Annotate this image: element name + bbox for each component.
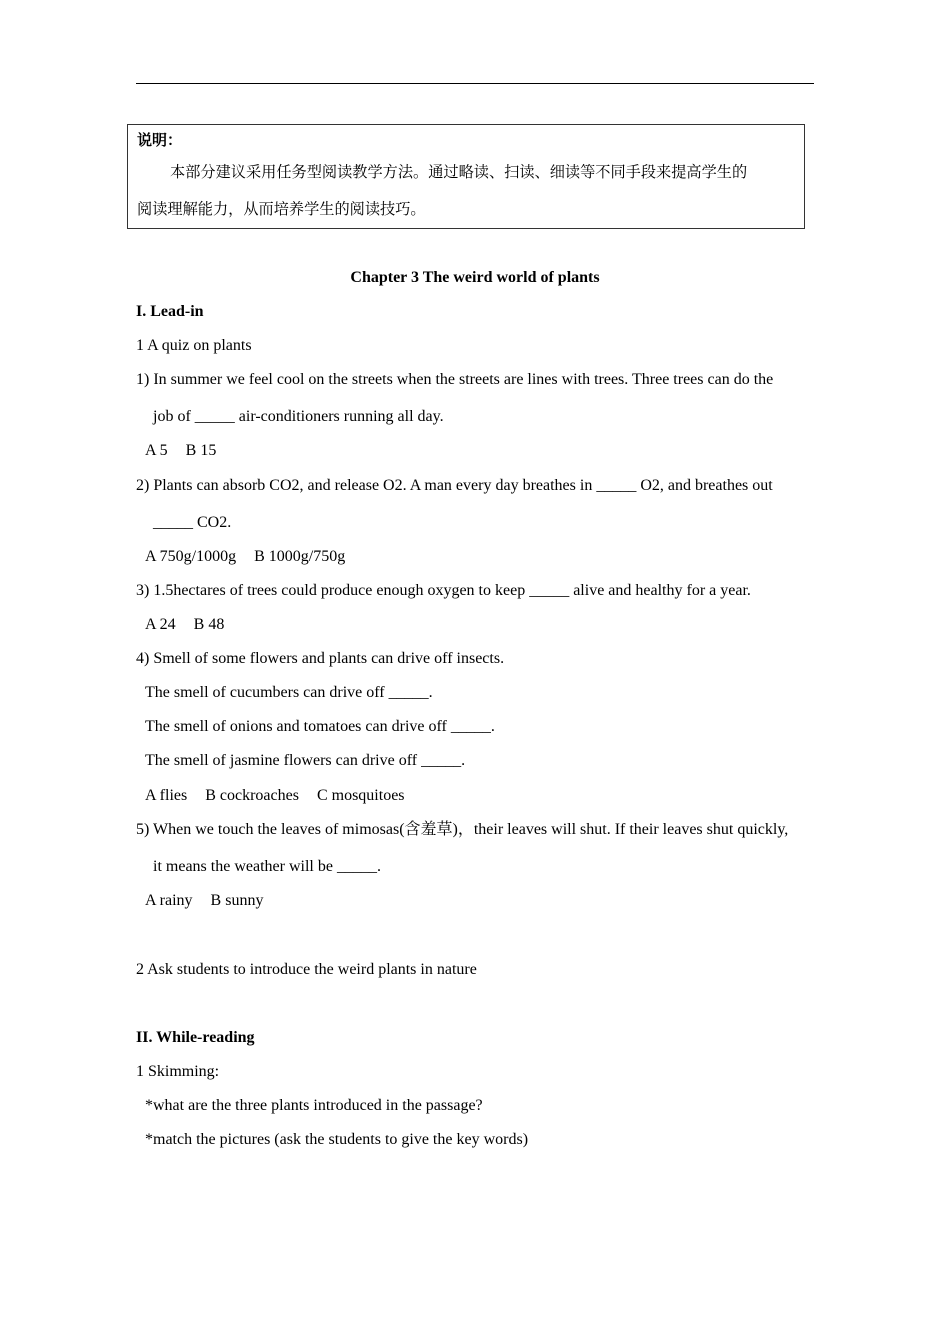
question-4-options: [145, 786, 405, 806]
note-title: 说明：: [137, 131, 183, 149]
question-4-sub-1: The smell of cucumbers can drive off _____.: [145, 684, 433, 701]
question-2-line-1: 2) Plants can absorb CO2, and release O2. A man every day breathes in _____ O2, and breathes out: [136, 477, 773, 494]
question-3-options: [145, 615, 224, 635]
option: B 1000g/750g: [254, 548, 346, 565]
question-4-sub-2: The smell of onions and tomatoes can drive off _____.: [145, 718, 495, 735]
question-5-line-1: 5) When we touch the leaves of mimosas(含羞草)，their leaves will shut. If their leaves shut quickly,: [136, 821, 789, 838]
chapter-title: Chapter 3 The weird world of plants: [350, 269, 600, 286]
note-box: [127, 124, 805, 229]
note-line-2: 阅读理解能力，从而培养学生的阅读技巧。: [137, 200, 426, 218]
option: B cockroaches: [205, 787, 299, 804]
option: B sunny: [210, 892, 264, 909]
note-line-1: 本部分建议采用任务型阅读教学方法。通过略读、扫读、细读等不同手段来提高学生的: [170, 163, 748, 181]
option: A 5: [145, 442, 168, 459]
question-5-line-2: it means the weather will be _____.: [153, 858, 381, 875]
question-4-sub-3: The smell of jasmine flowers can drive off _____.: [145, 752, 466, 769]
question-2-line-2: _____ CO2.: [153, 514, 232, 531]
question-2-options: [145, 547, 345, 567]
option: A 24: [145, 616, 176, 633]
question-5-options: [145, 891, 263, 911]
header-rule: [136, 83, 814, 84]
section-heading-while-reading: II. While-reading: [136, 1029, 255, 1046]
question-3-line-1: 3) 1.5hectares of trees could produce enough oxygen to keep _____ alive and healthy for a year.: [136, 582, 751, 599]
skimming-title: 1 Skimming:: [136, 1063, 220, 1080]
section-heading-lead-in: I. Lead-in: [136, 303, 204, 320]
question-4-line-1: 4) Smell of some flowers and plants can drive off insects.: [136, 650, 505, 667]
option: C mosquitoes: [316, 787, 405, 804]
option: B 48: [193, 616, 225, 633]
question-1-line-1: 1) In summer we feel cool on the streets when the streets are lines with trees. Three trees can do the: [136, 371, 774, 388]
option: A flies: [145, 787, 188, 804]
option: B 15: [185, 442, 217, 459]
question-1-options: [145, 441, 216, 461]
skimming-item-1: *what are the three plants introduced in the passage?: [145, 1097, 483, 1114]
option: A 750g/1000g: [145, 548, 237, 565]
task-2: 2 Ask students to introduce the weird plants in nature: [136, 961, 477, 978]
option: A rainy: [145, 892, 193, 909]
skimming-item-2: *match the pictures (ask the students to give the key words): [145, 1131, 529, 1148]
quiz-title: 1 A quiz on plants: [136, 337, 252, 354]
question-1-line-2: job of _____ air-conditioners running all day.: [153, 408, 444, 425]
